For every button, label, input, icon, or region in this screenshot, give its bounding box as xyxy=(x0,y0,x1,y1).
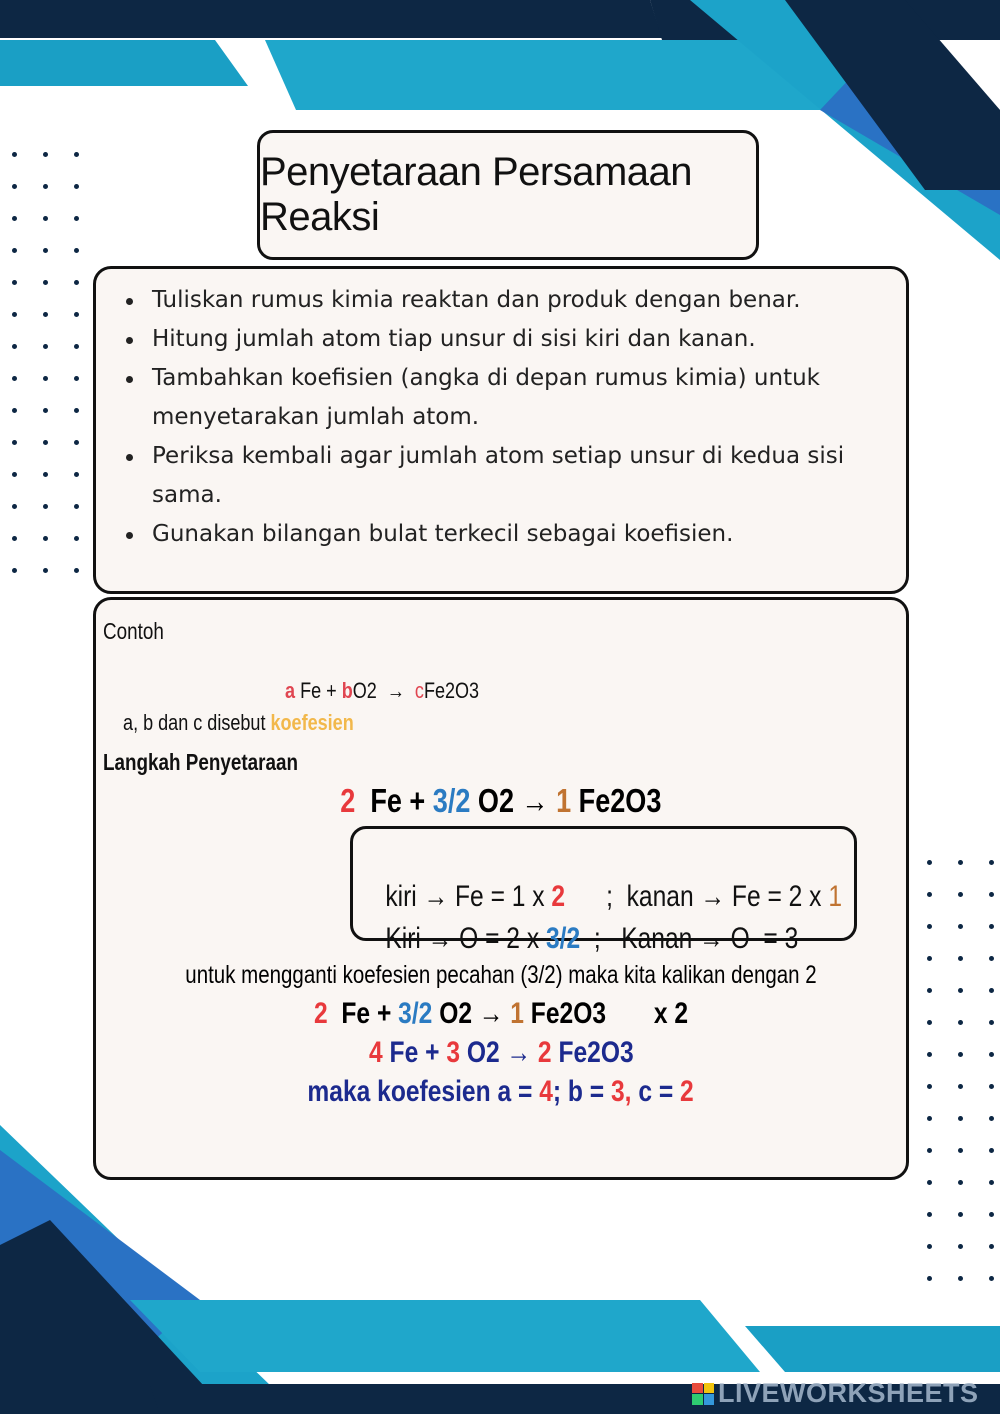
page-title: Penyetaraan Persamaan Reaksi xyxy=(260,150,692,239)
coef-c: c xyxy=(414,678,424,703)
steps-heading: Langkah Penyetaraan xyxy=(103,749,298,775)
bottom-right-teal xyxy=(745,1326,1000,1372)
result-c: 2 xyxy=(680,1075,695,1108)
example-heading: Contoh xyxy=(103,618,164,644)
balanced-line xyxy=(96,1036,906,1070)
eq-fe: Fe + xyxy=(355,782,433,819)
example-box xyxy=(93,597,909,1180)
mul-coef-3: 1 xyxy=(510,997,524,1030)
multiply-line xyxy=(96,997,906,1031)
count-right-value: 1 xyxy=(828,880,843,913)
eq-coef-2: 3/2 xyxy=(432,782,471,819)
top-light-band xyxy=(0,40,248,86)
top-navy-band xyxy=(0,0,662,38)
count-left-value: 2 xyxy=(551,880,566,913)
bal-fe2o3: Fe2O3 xyxy=(551,1036,634,1069)
bal-o2: O2 → xyxy=(459,1036,538,1069)
count-right-label: ; Kanan → O = 3 xyxy=(580,922,799,955)
mul-coef-1: 2 xyxy=(313,997,328,1030)
count-left-label: Kiri → O = 2 x xyxy=(385,922,546,955)
bottom-mid-teal xyxy=(130,1300,760,1372)
eq-coef-1: 2 xyxy=(340,782,356,819)
coef-note-term: koefesien xyxy=(270,710,354,735)
count-right-label: ; kanan → Fe = 2 x xyxy=(565,880,829,913)
mul-fe2o3: Fe2O3 xyxy=(523,997,606,1030)
bal-fe: Fe + xyxy=(382,1036,446,1069)
eq-o2: O2 → xyxy=(470,782,557,819)
count-left-label: kiri → Fe = 1 x xyxy=(385,880,552,913)
list-item: Gunakan bilangan bulat terkecil sebagai koefisien. xyxy=(152,515,886,554)
result-a: 4 xyxy=(539,1075,554,1108)
bal-coef-2: 3 xyxy=(445,1036,460,1069)
mul-o2: O2 → xyxy=(432,997,511,1030)
mul-coef-2: 3/2 xyxy=(398,997,433,1030)
list-item: Hitung jumlah atom tiap unsur di sisi kiri dan kanan. xyxy=(152,320,886,359)
coef-b: b xyxy=(341,678,353,703)
steps-box xyxy=(93,266,909,594)
footer-brand xyxy=(692,1378,979,1409)
coef-a: a xyxy=(285,678,296,703)
bal-coef-1: 4 xyxy=(368,1036,383,1069)
mul-fe: Fe + xyxy=(327,997,399,1030)
fraction-note-text: untuk mengganti koefesien pecahan (3/2) maka kita kalikan dengan 2 xyxy=(185,961,817,989)
result-lead: maka koefesien a = xyxy=(307,1075,540,1108)
result-c-label: c = xyxy=(631,1075,681,1108)
eq-coef-3: 1 xyxy=(556,782,572,819)
eq-arrow: → xyxy=(376,678,415,703)
result-line xyxy=(96,1075,906,1109)
fraction-note xyxy=(96,961,906,990)
count-left-value: 3/2 xyxy=(545,922,581,955)
result-b-label: ; b = xyxy=(553,1075,612,1108)
main-equation xyxy=(96,782,906,820)
mul-factor: x 2 xyxy=(605,997,689,1030)
eq-fe2o3: Fe2O3 xyxy=(423,678,480,703)
coef-note-text: a, b dan c disebut xyxy=(123,710,271,735)
list-item: Periksa kembali agar jumlah atom setiap unsur di kedua sisi sama. xyxy=(152,437,886,515)
bal-coef-3: 2 xyxy=(537,1036,552,1069)
steps-list xyxy=(96,269,906,554)
eq-o2: O2 xyxy=(352,678,377,703)
footer-brand-text: LIVEWORKSHEETS xyxy=(718,1378,979,1408)
eq-fe2o3: Fe2O3 xyxy=(571,782,662,819)
dot-grid-right xyxy=(927,860,995,1281)
list-item: Tambahkan koefisien (angka di depan rumus kimia) untuk menyetarakan jumlah atom. xyxy=(152,359,886,437)
eq-fe: Fe + xyxy=(295,678,342,703)
title-box xyxy=(257,130,759,260)
liveworksheets-logo-icon xyxy=(692,1383,714,1405)
list-item: Tuliskan rumus kimia reaktan dan produk dengan benar. xyxy=(152,281,886,320)
dot-grid-left xyxy=(12,152,80,573)
result-b: 3, xyxy=(611,1075,632,1108)
